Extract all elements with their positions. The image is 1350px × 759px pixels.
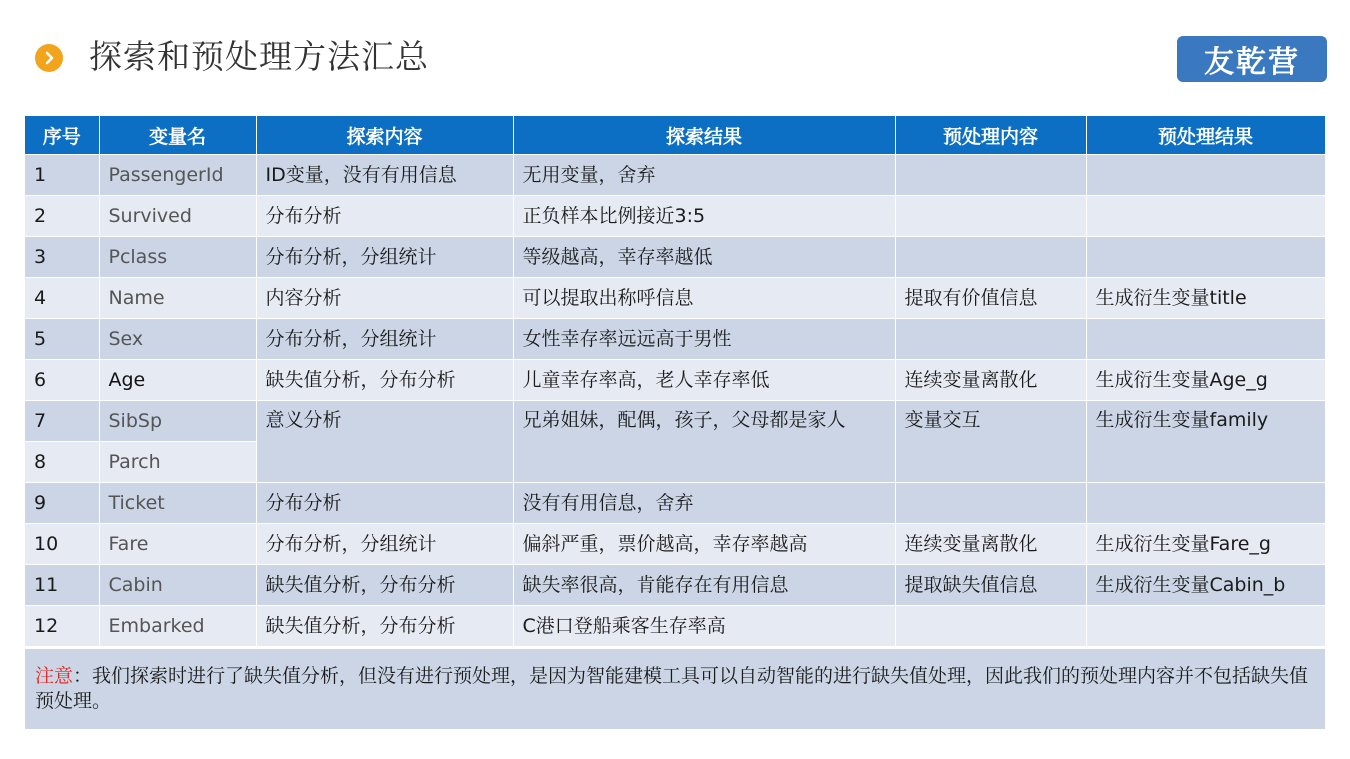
- explore-content: 缺失值分析，分布分析: [256, 565, 513, 606]
- preprocess-content: [895, 606, 1086, 647]
- row-index: 5: [25, 319, 99, 360]
- explore-result: 可以提取出称呼信息: [513, 278, 895, 319]
- explore-result: 偏斜严重，票价越高，幸存率越高: [513, 524, 895, 565]
- variable-name: Age: [99, 360, 256, 401]
- explore-content: 分布分析，分组统计: [256, 237, 513, 278]
- explore-content: 意义分析: [256, 401, 513, 483]
- preprocess-result: [1086, 196, 1325, 237]
- explore-result: 儿童幸存率高，老人幸存率低: [513, 360, 895, 401]
- note-lead: 注意: [35, 665, 74, 687]
- row-index: 2: [25, 196, 99, 237]
- variable-name: Name: [99, 278, 256, 319]
- table-header-row: [25, 116, 1325, 155]
- explore-content: 缺失值分析，分布分析: [256, 360, 513, 401]
- variable-name: Survived: [99, 196, 256, 237]
- row-index: 7: [25, 401, 99, 442]
- variable-name: Embarked: [99, 606, 256, 647]
- note-text: ：我们探索时进行了缺失值分析，但没有进行预处理，是因为智能建模工具可以自动智能的进行缺失值处理，因此我们的预处理内容并不包括缺失值预处理。: [35, 665, 1309, 712]
- row-index: 9: [25, 483, 99, 524]
- preprocess-result: 生成衍生变量title: [1086, 278, 1325, 319]
- table-row: [25, 155, 1325, 196]
- explore-result: 没有有用信息，舍弃: [513, 483, 895, 524]
- table-row: [25, 237, 1325, 278]
- table-row: [25, 196, 1325, 237]
- preprocess-result: 生成衍生变量Cabin_b: [1086, 565, 1325, 606]
- preprocess-content: [895, 319, 1086, 360]
- row-index: 1: [25, 155, 99, 196]
- column-header-explore-result: 探索结果: [513, 116, 895, 155]
- row-index: 6: [25, 360, 99, 401]
- explore-result: 无用变量，舍弃: [513, 155, 895, 196]
- explore-content: 分布分析，分组统计: [256, 524, 513, 565]
- row-index: 10: [25, 524, 99, 565]
- variable-name: PassengerId: [99, 155, 256, 196]
- variable-name: Pclass: [99, 237, 256, 278]
- preprocess-content: 连续变量离散化: [895, 524, 1086, 565]
- preprocess-result: [1086, 155, 1325, 196]
- preprocess-result: 生成衍生变量family: [1086, 401, 1325, 483]
- explore-result: 女性幸存率远远高于男性: [513, 319, 895, 360]
- table-row: [25, 360, 1325, 401]
- preprocess-content: 提取有价值信息: [895, 278, 1086, 319]
- variable-name: Parch: [99, 442, 256, 483]
- note-box: [25, 649, 1325, 729]
- explore-content: 分布分析: [256, 196, 513, 237]
- summary-table: [25, 116, 1326, 646]
- table-row: [25, 606, 1325, 647]
- variable-name: Fare: [99, 524, 256, 565]
- table-row: [25, 565, 1325, 606]
- column-header-index: 序号: [25, 116, 99, 155]
- row-index: 11: [25, 565, 99, 606]
- explore-content: 分布分析: [256, 483, 513, 524]
- preprocess-result: 生成衍生变量Age_g: [1086, 360, 1325, 401]
- column-header-preprocess-content: 预处理内容: [895, 116, 1086, 155]
- preprocess-result: [1086, 483, 1325, 524]
- preprocess-content: 变量交互: [895, 401, 1086, 483]
- explore-result: 等级越高，幸存率越低: [513, 237, 895, 278]
- column-header-explore-content: 探索内容: [256, 116, 513, 155]
- table-row: [25, 401, 1325, 442]
- preprocess-content: [895, 196, 1086, 237]
- explore-content: 缺失值分析，分布分析: [256, 606, 513, 647]
- explore-content: ID变量，没有有用信息: [256, 155, 513, 196]
- preprocess-result: [1086, 606, 1325, 647]
- chevron-right-icon: [35, 44, 63, 72]
- explore-result: 正负样本比例接近3:5: [513, 196, 895, 237]
- preprocess-result: 生成衍生变量Fare_g: [1086, 524, 1325, 565]
- explore-content: 分布分析，分组统计: [256, 319, 513, 360]
- row-index: 8: [25, 442, 99, 483]
- preprocess-content: 连续变量离散化: [895, 360, 1086, 401]
- preprocess-content: [895, 483, 1086, 524]
- row-index: 4: [25, 278, 99, 319]
- preprocess-content: 提取缺失值信息: [895, 565, 1086, 606]
- preprocess-result: [1086, 237, 1325, 278]
- explore-result: 缺失率很高，肯能存在有用信息: [513, 565, 895, 606]
- preprocess-content: [895, 155, 1086, 196]
- table-row: [25, 483, 1325, 524]
- brand-logo: 友乾营: [1177, 36, 1327, 82]
- table-row: [25, 319, 1325, 360]
- variable-name: Ticket: [99, 483, 256, 524]
- variable-name: Sex: [99, 319, 256, 360]
- row-index: 3: [25, 237, 99, 278]
- row-index: 12: [25, 606, 99, 647]
- column-header-preprocess-result: 预处理结果: [1086, 116, 1325, 155]
- table-row: [25, 524, 1325, 565]
- preprocess-content: [895, 237, 1086, 278]
- explore-result: 兄弟姐妹，配偶，孩子，父母都是家人: [513, 401, 895, 483]
- column-header-variable: 变量名: [99, 116, 256, 155]
- explore-content: 内容分析: [256, 278, 513, 319]
- explore-result: C港口登船乘客生存率高: [513, 606, 895, 647]
- variable-name: Cabin: [99, 565, 256, 606]
- variable-name: SibSp: [99, 401, 256, 442]
- page-title: 探索和预处理方法汇总: [89, 37, 429, 76]
- table-row: [25, 278, 1325, 319]
- preprocess-result: [1086, 319, 1325, 360]
